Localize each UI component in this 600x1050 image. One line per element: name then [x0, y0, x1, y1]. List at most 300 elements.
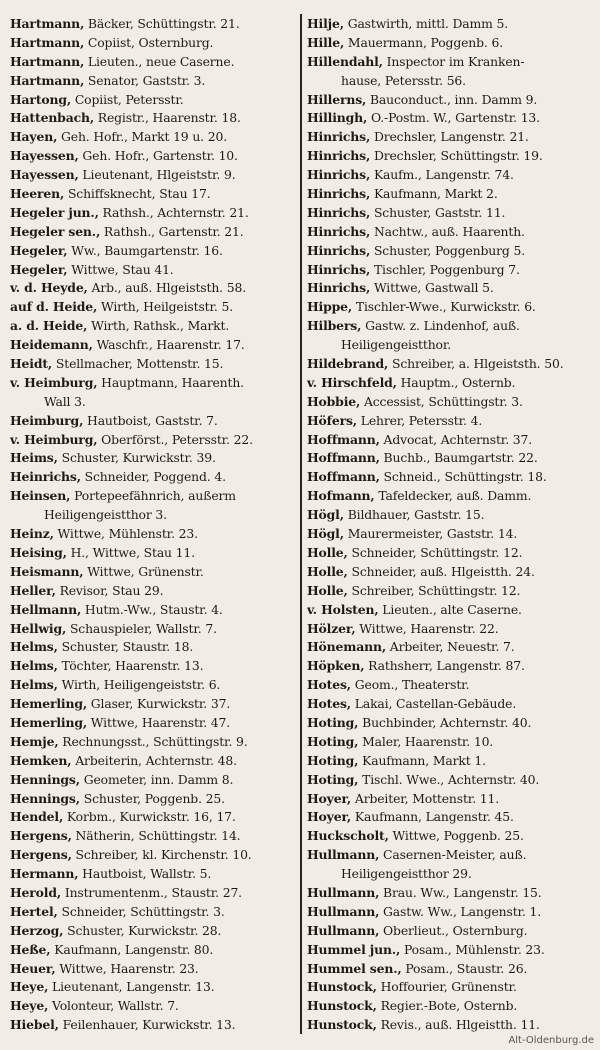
entry-name: Hoffmann,: [307, 431, 380, 447]
directory-entry: [307, 373, 592, 392]
directory-entry: [307, 845, 592, 864]
entry-name: Hullmann,: [307, 884, 380, 900]
entry-name: Hönemann,: [307, 639, 386, 655]
entry-details: Wittwe, Stau 41.: [67, 261, 174, 277]
entry-details: Drechsler, Schüttingstr. 19.: [370, 148, 543, 164]
entry-details: Advocat, Achternstr. 37.: [379, 431, 533, 447]
directory-entry: [307, 656, 592, 675]
directory-entry: [10, 52, 295, 71]
entry-details: Tischl. Wwe., Achternstr. 40.: [358, 771, 540, 787]
directory-entry-continuation: hause, Petersstr. 56.: [341, 72, 466, 88]
entry-details: Inspector im Kranken-: [382, 53, 525, 69]
entry-name: Holle,: [307, 582, 348, 598]
directory-entry: [10, 90, 295, 109]
entry-details: H., Wittwe, Stau 11.: [66, 544, 195, 560]
directory-entry-continuation: Wall 3.: [44, 393, 86, 409]
entry-details: Schuster, Gaststr. 11.: [370, 204, 506, 220]
directory-entry: [307, 1015, 592, 1034]
entry-details: Hautboist, Wallstr. 5.: [78, 866, 212, 882]
directory-entry: [307, 807, 592, 826]
entry-name: Helms,: [10, 677, 58, 693]
entry-name: Höpken,: [307, 658, 365, 674]
entry-details: Rechnungsst., Schüttingstr. 9.: [58, 733, 248, 749]
entry-name: Hemken,: [10, 752, 72, 768]
entry-details: Kaufmann, Langenstr. 80.: [50, 941, 214, 957]
entry-name: Heße,: [10, 941, 51, 957]
entry-name: Helms,: [10, 658, 58, 674]
entry-details: Copiist, Petersstr.: [71, 91, 184, 107]
directory-entry: [10, 373, 295, 392]
entry-name: Hoting,: [307, 752, 359, 768]
entry-name: Hullmann,: [307, 922, 380, 938]
entry-name: Hummel jun.,: [307, 941, 401, 957]
directory-entry: [307, 675, 592, 694]
entry-name: Heye,: [10, 998, 49, 1014]
entry-details: Lieuten., neue Caserne.: [84, 53, 235, 69]
entry-name: Hegeler,: [10, 242, 68, 258]
directory-entry: [307, 108, 592, 127]
entry-details: Buchbinder, Achternstr. 40.: [358, 714, 532, 730]
directory-entry: [307, 222, 592, 241]
directory-entry: [10, 354, 295, 373]
entry-details: Kaufmann, Markt 2.: [370, 186, 498, 202]
directory-entry: [10, 826, 295, 845]
entry-name: Hendel,: [10, 809, 64, 825]
entry-details: Geh. Hofr., Gartenstr. 10.: [78, 148, 238, 164]
entry-name: Hayessen,: [10, 148, 79, 164]
entry-name: Hille,: [307, 34, 345, 50]
entry-details: Schneider, Schüttingstr. 3.: [57, 903, 225, 919]
directory-entry: [307, 883, 592, 902]
entry-details: Maurermeister, Gaststr. 14.: [343, 526, 518, 542]
entry-name: Hoyer,: [307, 790, 352, 806]
entry-name: Hotes,: [307, 677, 351, 693]
entry-name: v. Heimburg,: [10, 431, 98, 447]
entry-details: Schuster, Poggenburg 5.: [370, 242, 525, 258]
directory-entry: [10, 977, 295, 996]
directory-entry: [10, 184, 295, 203]
directory-entry: [10, 222, 295, 241]
entry-name: Heeren,: [10, 186, 65, 202]
entry-name: Hunstock,: [307, 1017, 377, 1033]
directory-entry: [10, 770, 295, 789]
directory-entry: [307, 977, 592, 996]
entry-name: Heimburg,: [10, 412, 84, 428]
directory-entry: [10, 902, 295, 921]
entry-name: Hinrichs,: [307, 148, 371, 164]
directory-entry: [10, 732, 295, 751]
directory-entry: [307, 52, 592, 71]
entry-details: Rathsherr, Langenstr. 87.: [364, 658, 525, 674]
directory-entry: [10, 637, 295, 656]
entry-name: Hullmann,: [307, 903, 380, 919]
entry-details: Töchter, Haarenstr. 13.: [57, 658, 204, 674]
entry-details: Wirth, Heilgeiststr. 5.: [97, 299, 233, 315]
entry-name: Heims,: [10, 450, 58, 466]
entry-details: Registr., Haarenstr. 18.: [93, 110, 241, 126]
entry-details: Wittwe, Mühlenstr. 23.: [53, 526, 198, 542]
entry-details: Posam., Staustr. 26.: [401, 960, 528, 976]
directory-entry-continuation: Heiligengeistthor.: [341, 337, 452, 353]
entry-details: Oberlieut., Osternburg.: [379, 922, 528, 938]
entry-details: Tafeldecker, auß. Damm.: [374, 488, 532, 504]
entry-name: Hunstock,: [307, 998, 377, 1014]
entry-name: Hartong,: [10, 91, 72, 107]
entry-details: Geometer, inn. Damm 8.: [79, 771, 234, 787]
entry-details: Schuster, Kurwickstr. 28.: [63, 922, 222, 938]
directory-entry: [10, 524, 295, 543]
entry-name: Hinrichs,: [307, 280, 371, 296]
directory-entry: [307, 392, 592, 411]
directory-entry: [307, 637, 592, 656]
entry-details: Rathsh., Achternstr. 21.: [98, 204, 249, 220]
entry-name: Högl,: [307, 507, 344, 523]
directory-entry: [307, 524, 592, 543]
entry-details: Maler, Haarenstr. 10.: [358, 733, 494, 749]
entry-details: Wittwe, Poggenb. 25.: [388, 828, 524, 844]
directory-entry: [10, 297, 295, 316]
entry-name: Hinrichs,: [307, 223, 371, 239]
directory-entry: [10, 619, 295, 638]
directory-entry: [307, 826, 592, 845]
entry-details: Wirth, Rathsk., Markt.: [87, 318, 230, 334]
entry-name: Hinrichs,: [307, 167, 371, 183]
directory-entry: [307, 146, 592, 165]
entry-details: Gastwirth, mittl. Damm 5.: [343, 16, 508, 31]
directory-entry: [10, 241, 295, 260]
entry-name: Heismann,: [10, 563, 84, 579]
entry-name: v. d. Heyde,: [10, 280, 88, 296]
directory-entry: [307, 165, 592, 184]
directory-entry: [307, 278, 592, 297]
entry-name: Hiebel,: [10, 1017, 59, 1033]
directory-entry: [10, 675, 295, 694]
directory-entry: [10, 467, 295, 486]
entry-details: Glaser, Kurwickstr. 37.: [87, 696, 231, 712]
entry-details: Wirth, Heiligengeiststr. 6.: [57, 677, 221, 693]
directory-entry: [307, 203, 592, 222]
entry-name: Hartmann,: [10, 72, 85, 88]
entry-details: Nätherin, Schüttingstr. 14.: [71, 828, 241, 844]
entry-name: Hayen,: [10, 129, 58, 145]
directory-entry: [307, 260, 592, 279]
entry-details: Nachtw., auß. Haarenth.: [370, 223, 525, 239]
directory-entry: [10, 694, 295, 713]
entry-details: Schneider, Poggend. 4.: [80, 469, 226, 485]
entry-details: Feilenhauer, Kurwickstr. 13.: [58, 1017, 236, 1033]
directory-entry: [10, 430, 295, 449]
entry-name: Heinsen,: [10, 488, 71, 504]
entry-details: Schreiber, a. Hlgeiststh. 50.: [388, 356, 564, 372]
entry-details: Schneid., Schüttingstr. 18.: [379, 469, 547, 485]
entry-details: Schneider, auß. Hlgeistth. 24.: [347, 563, 535, 579]
directory-entry: [307, 600, 592, 619]
entry-name: Hoting,: [307, 714, 359, 730]
entry-name: Hellmann,: [10, 601, 82, 617]
entry-name: Hergens,: [10, 847, 72, 863]
entry-details: Schuster, Poggenb. 25.: [79, 790, 225, 806]
entry-name: Hilbers,: [307, 318, 362, 334]
entry-name: Hertel,: [10, 903, 58, 919]
entry-details: Schreiber, kl. Kirchenstr. 10.: [71, 847, 252, 863]
directory-entry: [10, 883, 295, 902]
directory-entry: [10, 996, 295, 1015]
entry-details: Casernen-Meister, auß.: [379, 847, 527, 863]
entry-details: Volonteur, Wallstr. 7.: [48, 998, 179, 1014]
entry-details: Waschfr., Haarenstr. 17.: [92, 337, 245, 353]
directory-entry: [307, 33, 592, 52]
entry-details: Oberförst., Petersstr. 22.: [97, 431, 253, 447]
entry-name: Hoting,: [307, 733, 359, 749]
entry-name: Hinrichs,: [307, 204, 371, 220]
directory-entry: [10, 335, 295, 354]
directory-entry: [307, 732, 592, 751]
entry-details: Hauptm., Osternb.: [396, 374, 516, 390]
entry-name: Hippe,: [307, 299, 353, 315]
directory-entry: [307, 940, 592, 959]
directory-entry: [307, 581, 592, 600]
entry-details: Revisor, Stau 29.: [55, 582, 164, 598]
directory-entry: [10, 127, 295, 146]
entry-name: Hemje,: [10, 733, 59, 749]
directory-entry: [307, 127, 592, 146]
directory-entry: [307, 14, 592, 33]
entry-name: Huckscholt,: [307, 828, 389, 844]
directory-entry: [10, 959, 295, 978]
entry-name: Hartmann,: [10, 53, 85, 69]
entry-details: Accessist, Schüttingstr. 3.: [360, 393, 523, 409]
entry-name: v. Hirschfeld,: [307, 374, 397, 390]
entry-name: Hartmann,: [10, 34, 85, 50]
directory-entry: [10, 940, 295, 959]
directory-entry: [307, 316, 592, 335]
entry-name: Hegeler jun.,: [10, 204, 99, 220]
directory-entry: [307, 713, 592, 732]
directory-entry: [10, 203, 295, 222]
entry-details: Korbm., Kurwickstr. 16, 17.: [63, 809, 236, 825]
entry-name: Helms,: [10, 639, 58, 655]
entry-details: Rathsh., Gartenstr. 21.: [100, 223, 244, 239]
directory-entry: [307, 505, 592, 524]
directory-entry: [10, 316, 295, 335]
entry-name: Hennings,: [10, 771, 80, 787]
entry-name: v. Holsten,: [307, 601, 379, 617]
entry-details: Arbeiterin, Achternstr. 48.: [71, 752, 237, 768]
directory-entry: [307, 448, 592, 467]
entry-name: Hergens,: [10, 828, 72, 844]
entry-details: Schuster, Kurwickstr. 39.: [57, 450, 216, 466]
entry-name: Hinrichs,: [307, 261, 371, 277]
entry-name: Hinrichs,: [307, 242, 371, 258]
directory-entry: [10, 713, 295, 732]
directory-entry: [307, 562, 592, 581]
entry-name: Hummel sen.,: [307, 960, 402, 976]
entry-details: Geh. Hofr., Markt 19 u. 20.: [57, 129, 227, 145]
entry-details: Kaufm., Langenstr. 74.: [370, 167, 514, 183]
entry-name: Hotes,: [307, 696, 351, 712]
entry-name: Hinrichs,: [307, 129, 371, 145]
entry-name: Hemerling,: [10, 714, 88, 730]
entry-details: Instrumentenm., Staustr. 27.: [61, 884, 242, 900]
entry-name: Hellwig,: [10, 620, 67, 636]
directory-entry: [307, 90, 592, 109]
directory-entry: [307, 789, 592, 808]
entry-name: a. d. Heide,: [10, 318, 88, 334]
entry-details: Stellmacher, Mottenstr. 15.: [52, 356, 224, 372]
entry-details: Lieutenant, Hlgeiststr. 9.: [78, 167, 236, 183]
entry-details: Kaufmann, Langenstr. 45.: [351, 809, 514, 825]
entry-name: Heuer,: [10, 960, 56, 976]
entry-name: Hegeler sen.,: [10, 223, 101, 239]
entry-details: Ww., Baumgartenstr. 16.: [67, 242, 223, 258]
directory-entry: [10, 581, 295, 600]
entry-name: Heidt,: [10, 356, 53, 372]
entry-details: Kaufmann, Markt 1.: [358, 752, 486, 768]
entry-details: Brau. Ww., Langenstr. 15.: [379, 884, 542, 900]
entry-details: Lehrer, Petersstr. 4.: [356, 412, 483, 428]
directory-entry: [307, 241, 592, 260]
entry-name: Hegeler,: [10, 261, 68, 277]
entry-details: Buchb., Baumgartstr. 22.: [379, 450, 538, 466]
entry-name: Hillingh,: [307, 110, 368, 126]
entry-details: Drechsler, Langenstr. 21.: [370, 129, 529, 145]
directory-entry: [10, 600, 295, 619]
entry-details: Bäcker, Schüttingstr. 21.: [84, 16, 240, 31]
directory-entry: [307, 411, 592, 430]
entry-details: Hoffourier, Grünenstr.: [376, 979, 517, 995]
entry-details: Senator, Gaststr. 3.: [84, 72, 206, 88]
directory-entry: [307, 297, 592, 316]
entry-details: Schneider, Schüttingstr. 12.: [347, 544, 523, 560]
directory-entry: [307, 770, 592, 789]
entry-name: Heising,: [10, 544, 67, 560]
entry-name: Hullmann,: [307, 847, 380, 863]
entry-name: Hayessen,: [10, 167, 79, 183]
entry-name: auf d. Heide,: [10, 299, 98, 315]
directory-entry: [10, 14, 295, 33]
entry-name: Hoting,: [307, 771, 359, 787]
entry-details: Tischler-Wwe., Kurwickstr. 6.: [352, 299, 536, 315]
entry-details: Gastw. z. Lindenhof, auß.: [361, 318, 520, 334]
entry-name: Hennings,: [10, 790, 80, 806]
directory-entry: [10, 71, 295, 90]
directory-entry: [10, 260, 295, 279]
directory-entry: [10, 165, 295, 184]
directory-entry: [307, 430, 592, 449]
entry-details: Tischler, Poggenburg 7.: [370, 261, 520, 277]
entry-details: Arbeiter, Neuestr. 7.: [385, 639, 515, 655]
directory-entry: [10, 448, 295, 467]
entry-name: Höfers,: [307, 412, 357, 428]
entry-name: Hillendahl,: [307, 53, 383, 69]
entry-details: Hauptmann, Haarenth.: [97, 374, 244, 390]
entry-details: Wittwe, Grünenstr.: [83, 563, 204, 579]
entry-name: Hillerns,: [307, 91, 367, 107]
directory-entry: [10, 486, 295, 505]
entry-name: Hemerling,: [10, 696, 88, 712]
entry-name: Hermann,: [10, 866, 79, 882]
entry-details: Lieuten., alte Caserne.: [378, 601, 522, 617]
left-column: [10, 14, 302, 1034]
directory-entry: [10, 278, 295, 297]
entry-name: Hofmann,: [307, 488, 375, 504]
directory-entry: [10, 807, 295, 826]
entry-details: Wittwe, Haarenstr. 23.: [55, 960, 199, 976]
directory-entry: [307, 467, 592, 486]
directory-entry-continuation: Heiligengeistthor 29.: [341, 866, 472, 882]
entry-name: v. Heimburg,: [10, 374, 98, 390]
watermark: Alt-Oldenburg.de: [508, 1035, 594, 1046]
directory-entry: [10, 543, 295, 562]
directory-entry: [307, 486, 592, 505]
entry-name: Hoffmann,: [307, 469, 380, 485]
directory-entry: [10, 921, 295, 940]
entry-name: Hildebrand,: [307, 356, 389, 372]
directory-entry: [307, 921, 592, 940]
entry-name: Heidemann,: [10, 337, 93, 353]
entry-name: Hoffmann,: [307, 450, 380, 466]
entry-details: Geom., Theaterstr.: [350, 677, 470, 693]
entry-name: Herold,: [10, 884, 62, 900]
entry-name: Hilje,: [307, 16, 344, 31]
directory-entry: [307, 694, 592, 713]
entry-details: Wittwe, Haarenstr. 47.: [87, 714, 231, 730]
entry-details: Lakai, Castellan-Gebäude.: [350, 696, 517, 712]
entry-details: Revis., auß. Hlgeistth. 11.: [376, 1017, 540, 1033]
entry-details: O.-Postm. W., Gartenstr. 13.: [367, 110, 540, 126]
directory-entry: [10, 1015, 295, 1034]
entry-name: Heller,: [10, 582, 56, 598]
entry-name: Holle,: [307, 563, 348, 579]
entry-name: Högl,: [307, 526, 344, 542]
directory-entry: [307, 751, 592, 770]
right-column: [302, 14, 592, 1034]
directory-entry: [10, 656, 295, 675]
directory-entry: [10, 864, 295, 883]
directory-entry: [10, 845, 295, 864]
directory-entry-continuation: Heiligengeistthor 3.: [44, 507, 167, 523]
entry-name: Heinz,: [10, 526, 54, 542]
directory-entry: [307, 959, 592, 978]
entry-details: Arb., auß. Hlgeiststh. 58.: [87, 280, 246, 296]
entry-details: Wittwe, Gastwall 5.: [370, 280, 494, 296]
entry-details: Arbeiter, Mottenstr. 11.: [351, 790, 500, 806]
entry-name: Hattenbach,: [10, 110, 94, 126]
entry-details: Hutm.-Ww., Staustr. 4.: [81, 601, 223, 617]
directory-page: [10, 14, 592, 1034]
entry-details: Schuster, Staustr. 18.: [57, 639, 194, 655]
entry-name: Holle,: [307, 544, 348, 560]
directory-entry: [307, 543, 592, 562]
directory-entry: [307, 619, 592, 638]
entry-details: Schauspieler, Wallstr. 7.: [66, 620, 217, 636]
directory-entry: [10, 108, 295, 127]
entry-name: Hunstock,: [307, 979, 377, 995]
entry-details: Portepeefähnrich, außerm: [70, 488, 236, 504]
entry-name: Hinrichs,: [307, 186, 371, 202]
entry-details: Schreiber, Schüttingstr. 12.: [347, 582, 521, 598]
directory-entry: [10, 146, 295, 165]
directory-entry: [307, 902, 592, 921]
directory-entry: [10, 411, 295, 430]
entry-details: Bauconduct., inn. Damm 9.: [366, 91, 538, 107]
entry-name: Hartmann,: [10, 16, 85, 31]
entry-name: Heinrichs,: [10, 469, 81, 485]
entry-details: Bildhauer, Gaststr. 15.: [343, 507, 485, 523]
entry-details: Copiist, Osternburg.: [84, 34, 214, 50]
entry-name: Hobbie,: [307, 393, 361, 409]
directory-entry: [10, 562, 295, 581]
